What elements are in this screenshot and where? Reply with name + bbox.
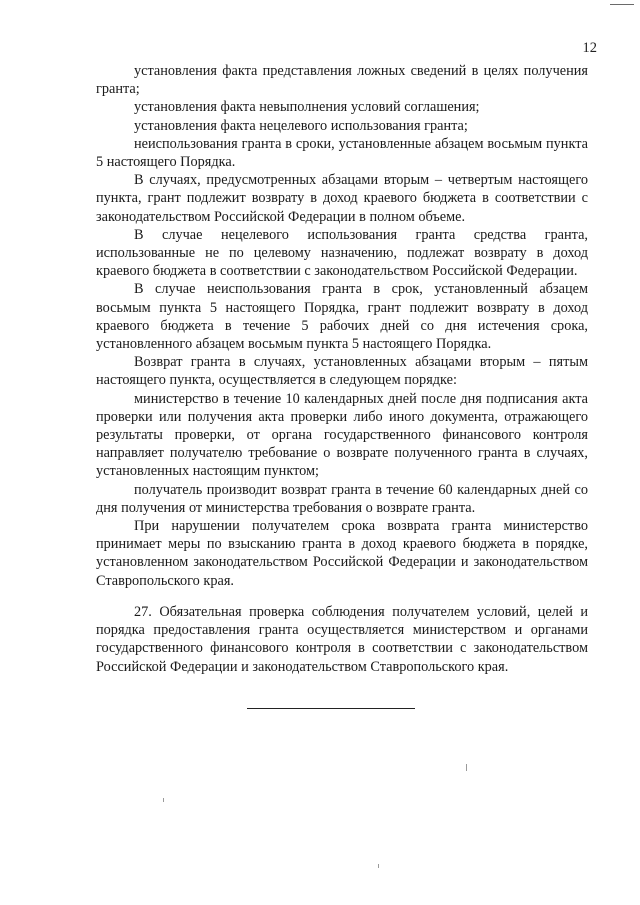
paragraph: При нарушении получателем срока возврата гранта министерство принимает меры по взысканию гранта в доход краевого бюджета в порядке, установленном законодательством Российской Федерации и законодательством Ставропольского края.: [96, 518, 588, 589]
document-body: [96, 62, 588, 676]
paragraph-clause-27: 27. Обязательная проверка соблюдения получателем условий, целей и порядка предоставления гранта осуществляется министерством и органами государственного финансового контроля в соответствии с законодательством Российской Федерации и законодательством Ставропольского края.: [96, 603, 588, 675]
paragraph: установления факта представления ложных сведений в целях получения гранта;: [96, 63, 588, 98]
scan-speck: [378, 864, 379, 868]
paragraph: установления факта невыполнения условий соглашения;: [134, 99, 480, 116]
paragraph: министерство в течение 10 календарных дней после дня подписания акта проверки или получения акта проверки либо иного документа, отражающего результаты проверки, от органа государственного финансового контроля направляет получателю требование о возврате полученного гранта в случаях, установленных настоящим пунктом;: [96, 390, 588, 480]
scan-speck: [163, 798, 164, 802]
paragraph: В случае неиспользования гранта в срок, установленный абзацем восьмым пункта 5 настоящего Порядка, грант подлежит возврату в доход краевого бюджета в течение 5 рабочих дней со дня истечения срока, установленного абзацем восьмым пункта 5 настоящего Порядка.: [96, 281, 588, 353]
page-number: 12: [582, 40, 597, 56]
paragraph: В случае нецелевого использования гранта средства гранта, использованные не по целевому назначению, подлежат возврату в доход краевого бюджета в соответствии с законодательством Российской Федерации.: [96, 226, 588, 280]
paragraph: В случаях, предусмотренных абзацами вторым – четвертым настоящего пункта, грант подлежит возврату в доход краевого бюджета в соответствии с законодательством Российской Федерации в полном объеме.: [96, 172, 588, 225]
paragraph: установления факта нецелевого использования гранта;: [134, 117, 468, 134]
paragraph: получатель производит возврат гранта в течение 60 календарных дней со дня получения от министерства требования о возврате гранта.: [96, 481, 588, 516]
end-divider-line: [247, 708, 415, 709]
corner-scan-mark: [610, 4, 634, 5]
scan-speck: [466, 764, 467, 771]
paragraph: Возврат гранта в случаях, установленных абзацами вторым – пятым настоящего пункта, осуществляется в следующем порядке:: [96, 354, 588, 389]
paragraph: неиспользования гранта в сроки, установленные абзацем восьмым пункта 5 настоящего Порядка.: [96, 135, 588, 171]
